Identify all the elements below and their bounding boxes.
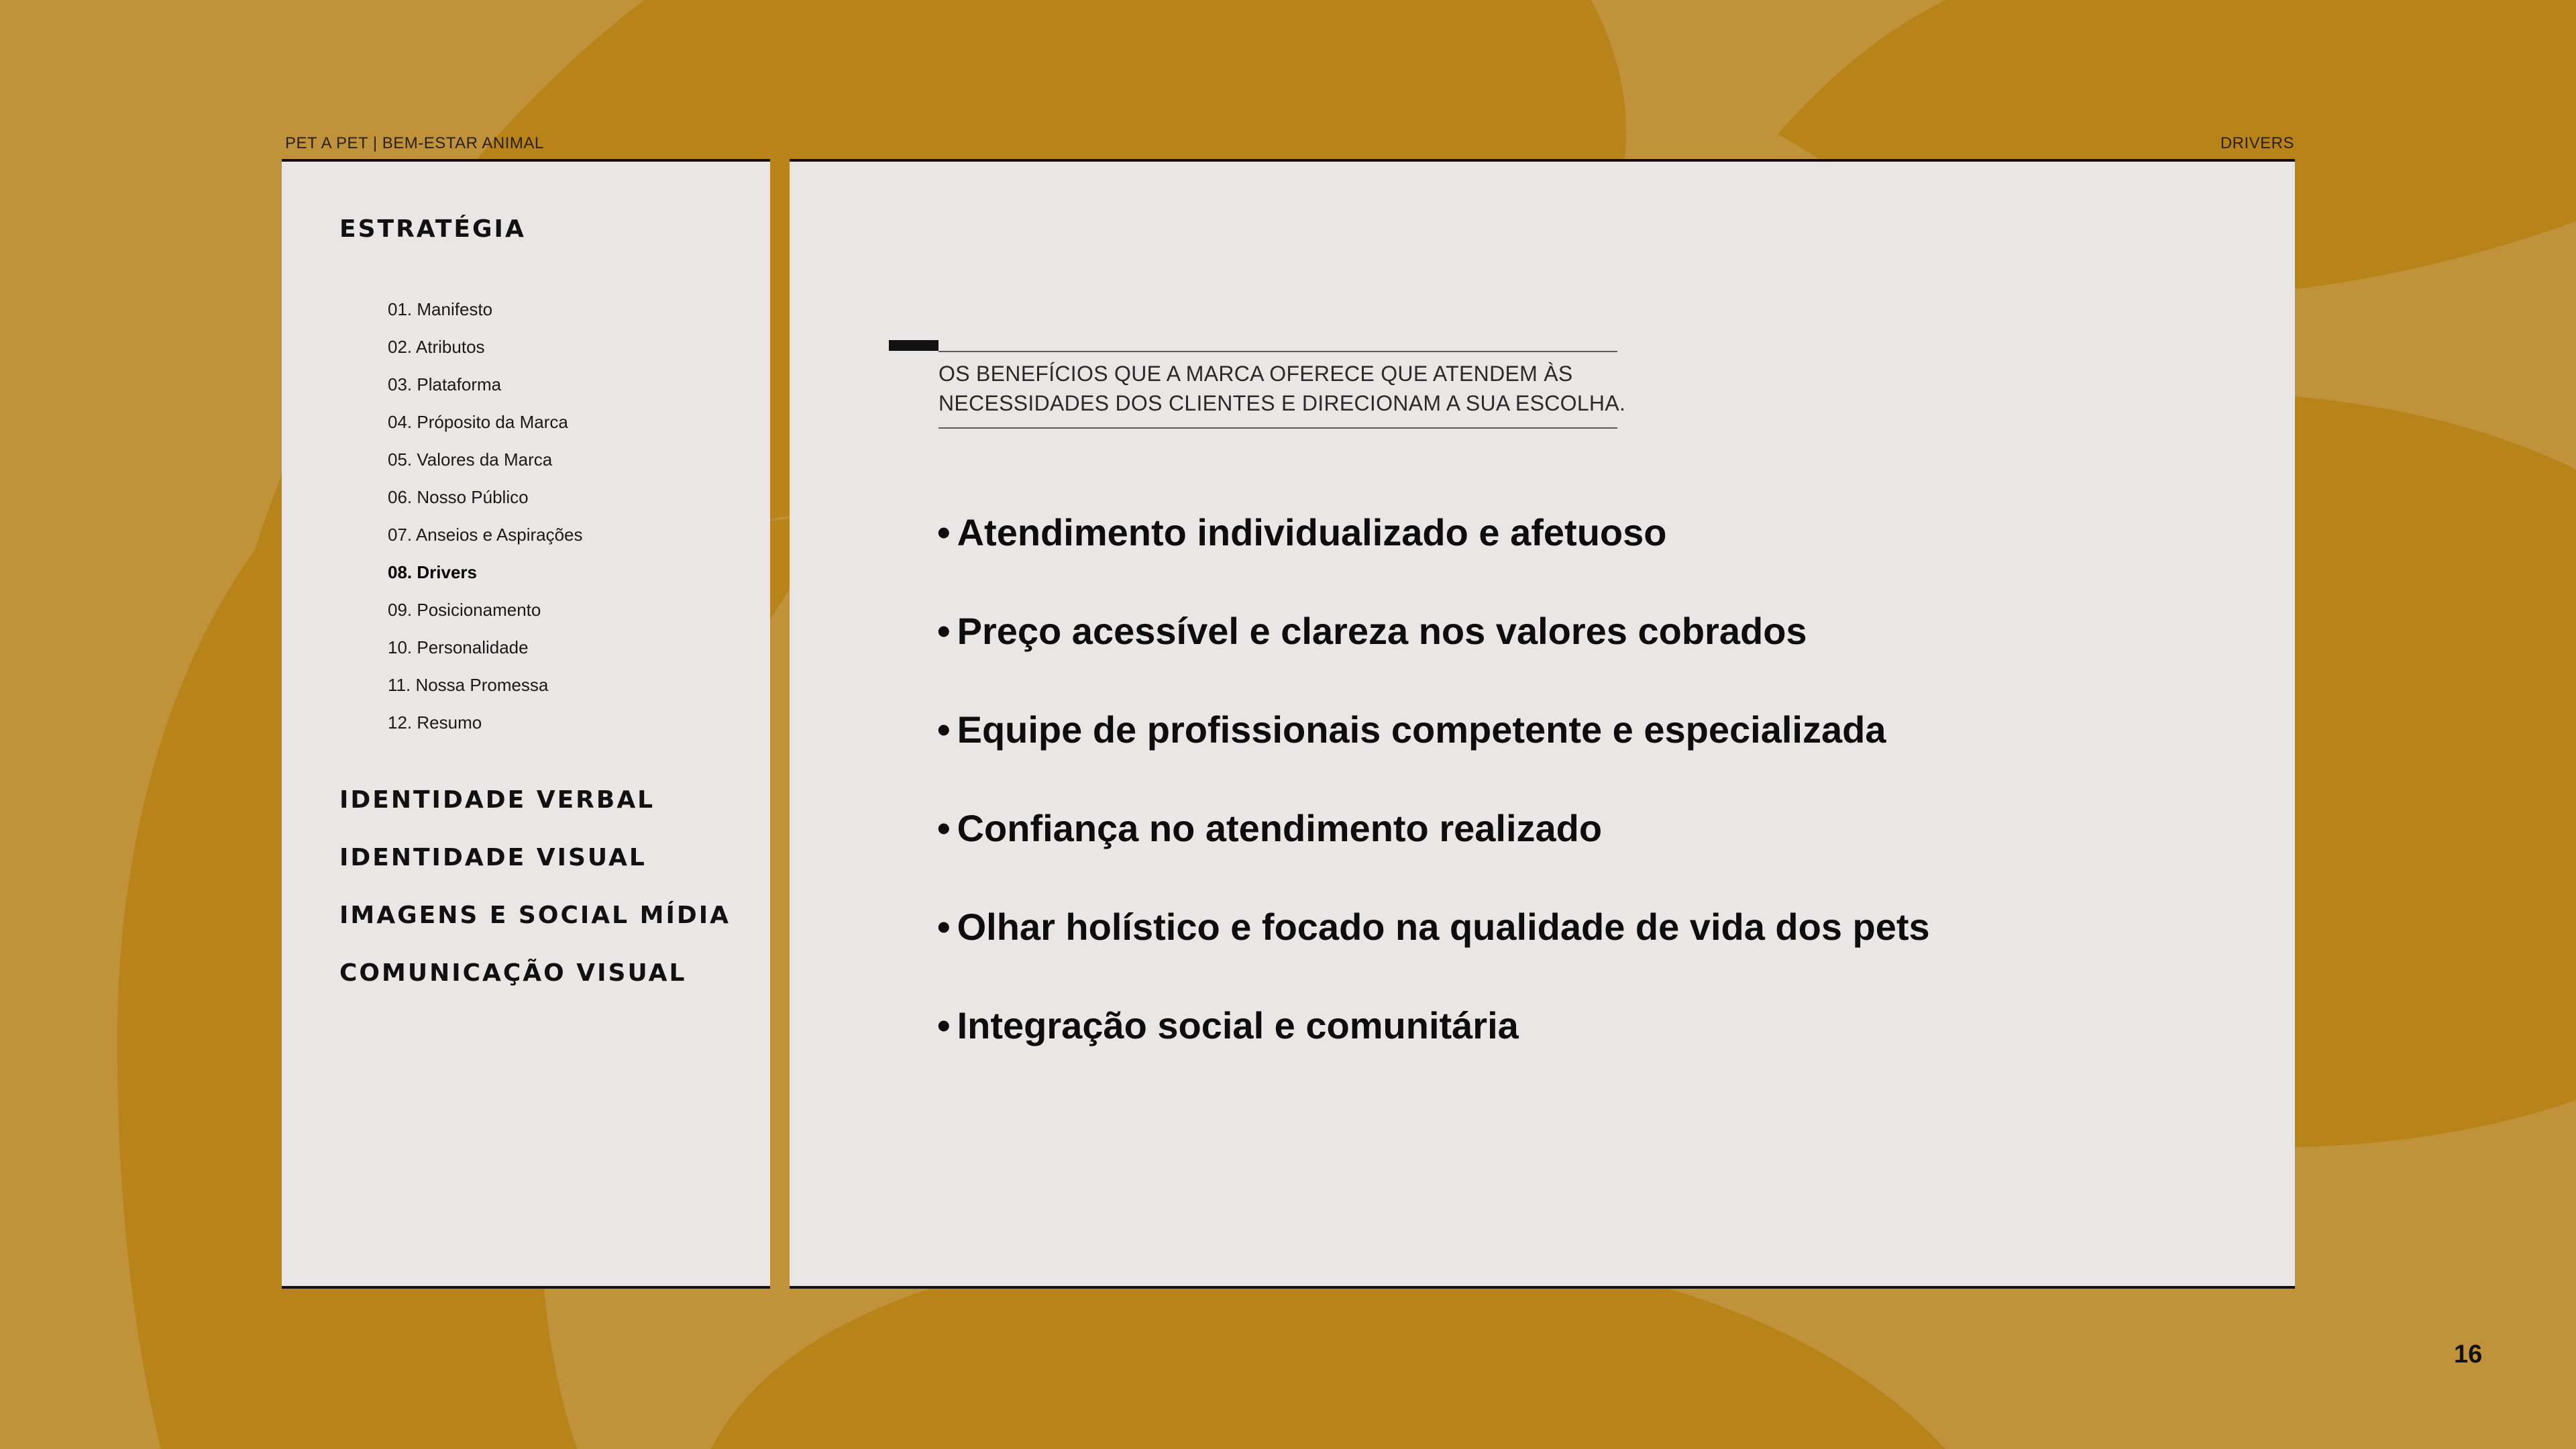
driver-item [937,509,1930,608]
driver-text: Integração social e comunitária [957,1004,1519,1046]
driver-text: Olhar holístico e focado na qualidade de vida dos pets [957,906,1930,948]
toc-item[interactable]: 07. Anseios e Aspirações [388,525,583,545]
sidebar-section-identidade-verbal[interactable]: IDENTIDADE VERBAL [339,786,655,814]
bullet: • [937,906,951,948]
toc-item[interactable]: 09. Posicionamento [388,600,541,620]
bullet: • [937,708,951,751]
driver-text: Confiança no atendimento realizado [957,807,1603,849]
main-content-panel [790,159,2295,1289]
document-header-title: PET A PET | BEM-ESTAR ANIMAL [285,134,544,152]
toc-item[interactable]: 11. Nossa Promessa [388,675,549,695]
toc-item[interactable]: 12. Resumo [388,712,482,733]
accent-bar [889,340,938,351]
driver-item [937,805,1930,904]
toc-item[interactable]: 02. Atributos [388,337,485,357]
sidebar-section-comunicacao-visual[interactable]: COMUNICAÇÃO VISUAL [339,959,687,987]
sidebar-panel [282,159,770,1289]
driver-item [937,608,1930,706]
driver-text: Equipe de profissionais competente e especializada [957,708,1886,751]
page-number: 16 [2454,1340,2483,1368]
driver-item [937,1002,1930,1101]
intro-line-1: OS BENEFÍCIOS QUE A MARCA OFERECE QUE ATENDEM ÀS [938,362,1573,386]
toc-item[interactable]: 01. Manifesto [388,299,493,319]
sidebar-section-identidade-visual[interactable]: IDENTIDADE VISUAL [339,844,647,871]
bullet: • [937,511,951,553]
toc-item[interactable]: 05. Valores da Marca [388,449,553,470]
toc-item[interactable]: 04. Próposito da Marca [388,412,568,432]
table-of-contents [388,290,583,741]
driver-text: Preço acessível e clareza nos valores cobrados [957,610,1807,652]
drivers-list [937,509,1930,1101]
sidebar-section-imagens-social-midia[interactable]: IMAGENS E SOCIAL MÍDIA [339,902,731,929]
intro-top-rule [938,351,1617,352]
sidebar-section-estrategia[interactable]: ESTRATÉGIA [339,215,526,243]
driver-text: Atendimento individualizado e afetuoso [957,511,1667,553]
toc-item[interactable]: 06. Nosso Público [388,487,529,507]
intro-line-2: NECESSIDADES DOS CLIENTES E DIRECIONAM A SUA ESCOLHA. [938,391,1626,415]
toc-item-active[interactable]: 08. Drivers [388,562,477,582]
toc-item[interactable]: 03. Plataforma [388,374,502,394]
bullet: • [937,610,951,652]
driver-item [937,904,1930,1002]
intro-bottom-rule [938,427,1617,429]
bullet: • [937,1004,951,1046]
bullet: • [937,807,951,849]
toc-item[interactable]: 10. Personalidade [388,637,529,657]
driver-item [937,706,1930,805]
intro-description [938,359,1626,418]
section-header-title: DRIVERS [2220,134,2294,152]
